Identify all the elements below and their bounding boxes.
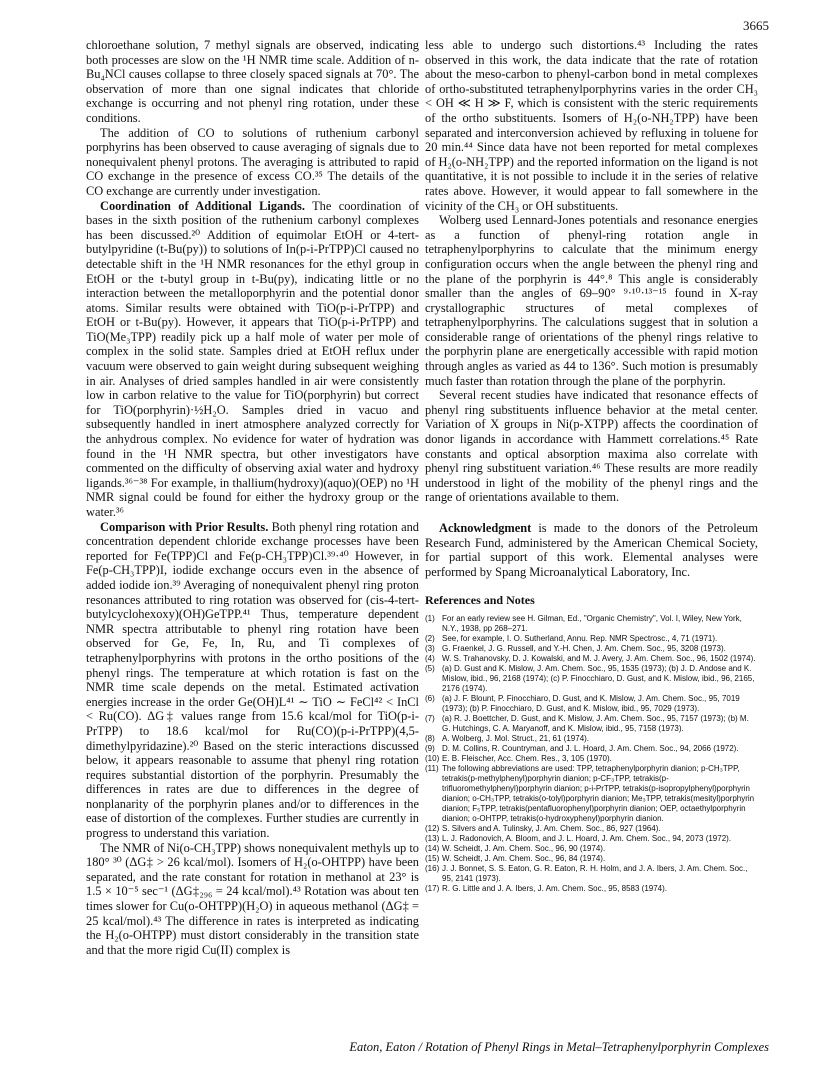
reference-number: (6) xyxy=(425,693,435,703)
paragraph-text: The NMR of Ni(o-CH₃TPP) shows nonequivalent methyls up to 180° ³⁰ (ΔG‡ > 26 kcal/mol). Isomers of H₂(o-OHTPP) have been separated, and the rate constant for rotation in methanol at 23° is 1.5 × 10⁻⁵ sec⁻¹ (ΔG‡₂₉₆ = 24 kcal/mol).⁴³ Rotation was about ten times slower for Cu(o-OHTPP)(H₂O) in aqueous methanol (ΔG‡ = 25 kcal/mol).⁴³ The difference in rates is interpreted as indicating the H₂(o-OHTPP) must distort considerably in the transition state and that the more rigid Cu(II) complex is xyxy=(86,840,419,957)
reference-number: (1) xyxy=(425,613,435,623)
reference-number: (14) xyxy=(425,843,440,853)
paragraph xyxy=(425,38,758,213)
reference-item xyxy=(425,844,758,854)
paragraph-text: Wolberg used Lennard-Jones potentials and resonance energies as a function of phenyl-ring rotation angle in tetraphenylporphyrins to calculate that the minimum energy configuration occurs when the angle between the phenyl ring and the plane of the porphyrin is 44°.⁸ This angle is considerably smaller than the angles of 69–90° ⁹·¹⁰·¹³⁻¹⁵ found in X-ray crystallographic structures of metal complexes of tetraphenylporphyrins. The calculations suggest that in solution a considerable range of orientations of the phenyl rings relative to the porphyrin plane are energetically accessible with rapid motion through angles as varied as 44 to 136°. Such motion is presumably much faster than rotation through the plane of the porphyrin. xyxy=(425,213,758,388)
left-column xyxy=(86,38,419,957)
paragraph xyxy=(86,126,419,199)
reference-number: (15) xyxy=(425,853,440,863)
reference-number: (2) xyxy=(425,633,435,643)
paragraph-text: The addition of CO to solutions of ruthenium carbonyl porphyrins has been observed to cause averaging of signals due to nonequivalent phenyl protons. The averaging is attributed to rapid CO exchange in the presence of excess CO.³⁵ The details of the CO exchange are currently under investigation. xyxy=(86,125,419,198)
acknowledgment-heading: Acknowledgment xyxy=(439,521,532,535)
reference-number: (8) xyxy=(425,733,435,743)
reference-text: W. S. Trahanovsky, D. J. Kowalski, and M. J. Avery, J. Am. Chem. Soc., 96, 1502 (1974). xyxy=(442,653,756,663)
reference-text: S. Silvers and A. Tulinsky, J. Am. Chem. Soc., 86, 927 (1964). xyxy=(442,823,661,833)
reference-number: (13) xyxy=(425,833,440,843)
reference-text: D. M. Collins, R. Countryman, and J. L. Hoard, J. Am. Chem. Soc., 94, 2066 (1972). xyxy=(442,743,739,753)
reference-item xyxy=(425,644,758,654)
paragraph-text: Both phenyl ring rotation and concentration dependent chloride exchange processes have been reported for Fe(TPP)Cl and Fe(p-CH₃TPP)Cl.³⁹·⁴⁰ However, in Fe(p-CH₃TPP)I, iodide exchange occurs even in the absence of added iodide ion.³⁹ Averaging of nonequivalent phenyl ring proton resonances attributed to ring rotation was observed for (cis-4-tert-butylcyclohexoxy)(OH)GeTPP.⁴¹ Thus, temperature dependent NMR spectra attributable to phenyl ring rotation have been observed for Ge, Fe, In, Ru, and Ti complexes of tetraphenylporphyrins with protons in the ortho positions of the phenyl rings. The temperature at which rotation is fast on the NMR time scale depends on the metal. Estimated activation energies increase in the order Ge(OH)L⁴¹ ∼ TiO ∼ FeCl⁴² < InCl < Ru(CO). ΔG‡ values range from 15.6 kcal/mol for TiO(p-i-PrTPP) to 18.6 kcal/mol for Ru(CO)(p-i-PrTPP)(4,5-dimethylpyridazine).²⁰ Based on the steric interactions discussed below, it appears reasonable to assume that phenyl ring rotation requires substantial distortion of the porphyrin. Presumably the differences in rates are due to differences in the degree of nonplanarity of the porphyrin planes and/or to differences in the ease of distortion of the complexes. Further studies are currently in progress to understand this variation. xyxy=(86,519,419,841)
reference-item xyxy=(425,744,758,754)
reference-text: W. Scheidt, J. Am. Chem. Soc., 96, 90 (1974). xyxy=(442,843,606,853)
reference-text: A. Wolberg, J. Mol. Struct., 21, 61 (1974). xyxy=(442,733,590,743)
reference-item xyxy=(425,664,758,694)
reference-text: G. Fraenkel, J. G. Russell, and Y.-H. Chen, J. Am. Chem. Soc., 95, 3208 (1973). xyxy=(442,643,726,653)
reference-number: (4) xyxy=(425,653,435,663)
reference-item xyxy=(425,854,758,864)
section-heading: Comparison with Prior Results. xyxy=(100,519,269,534)
reference-number: (17) xyxy=(425,883,440,893)
reference-item xyxy=(425,614,758,634)
acknowledgment xyxy=(425,521,758,579)
reference-text: J. J. Bonnet, S. S. Eaton, G. R. Eaton, R. H. Holm, and J. A. Ibers, J. Am. Chem. Soc., 95, 2141 (1973). xyxy=(442,863,748,883)
running-footer: Eaton, Eaton / Rotation of Phenyl Rings in Metal–Tetraphenylporphyrin Complexes xyxy=(349,1040,769,1054)
reference-text: The following abbreviations are used: TPP, tetraphenylporphyrin dianion; p-CH₃TPP, tetrakis(p-methylphenyl)porphyrin dianion; p-CF₃TPP, tetrakis(p-trifluoromethylphenyl)porphyrin dianion; p-i-PrTPP, tetrakis(p-isopropylphenyl)porphyrin dianion; o-CH₃TPP, tetrakis(o-tolyl)porphyrin dianion; Me₃TPP, tetrakis(mesityl)porphyrin dianion; F₅TPP, tetrakis(pentafluorophenyl)porphyrin dianion; OEP, octaethylporphyrin dianion; o-OHTPP, tetrakis(o-hydroxyphenyl)porphyrin dianion. xyxy=(442,763,755,823)
reference-item xyxy=(425,824,758,834)
reference-text: For an early review see H. Gilman, Ed., "Organic Chemistry", Vol. I, Wiley, New York, N.Y., 1938, pp 268–271. xyxy=(442,613,742,633)
paragraph xyxy=(425,388,758,505)
reference-item xyxy=(425,634,758,644)
reference-text: (a) J. F. Blount, P. Finocchiaro, D. Gust, and K. Mislow, J. Am. Chem. Soc., 95, 7019 (1973); (b) P. Finocchiaro, D. Gust, and K. Mislow, ibid., 95, 7029 (1973). xyxy=(442,693,740,713)
reference-item xyxy=(425,694,758,714)
reference-number: (10) xyxy=(425,753,440,763)
reference-number: (9) xyxy=(425,743,435,753)
paragraph-text: Several recent studies have indicated that resonance effects of phenyl ring substituents influence behavior at the metal center. Variation of X groups in Ni(p-XTPP) affects the coordination of donor ligands in accordance with Hammett correlations.⁴⁵ Rate constants and optical absorption maxima also correlate with phenyl ring substituent variation.⁴⁶ These results are more readily understood in light of the mobility of the phenyl rings and the range of orientations available to them. xyxy=(425,388,758,505)
reference-item xyxy=(425,834,758,844)
references-list xyxy=(425,614,758,894)
paragraph-text: less able to undergo such distortions.⁴³ Including the rates observed in this work, the data indicate that the rate of rotation about the meso-carbon to phenyl-carbon bond in metal complexes of ortho-substituted tetraphenylporphyrins varies in the order CH₃ < OH ≪ H ≫ F, which is consistent with the steric requirements of the ortho substituents. Isomers of H₂(o-NH₂TPP) have been separated and interconversion achieved by refluxing in toluene for 20 min.⁴⁴ Since data have not been reported for metal complexes of H₂(o-NH₂TPP) and the reported information on the ligand is not quantitative, it is not possible to include it in the series of relative rates above. However, it would appear to fall somewhere in the vicinity of the CH₃ or OH substituents. xyxy=(425,38,758,213)
reference-text: (a) R. J. Boettcher, D. Gust, and K. Mislow, J. Am. Chem. Soc., 95, 7157 (1973); (b) M. G. Hutchings, C. A. Maryanoff, and K. Mislow, ibid., 95, 7158 (1973). xyxy=(442,713,749,733)
reference-text: (a) D. Gust and K. Mislow, J. Am. Chem. Soc., 95, 1535 (1973); (b) J. D. Andose and K. Mislow, ibid., 96, 2168 (1974); (c) P. Finocchiaro, D. Gust, and K. Mislow, ibid., 96, 2165, 2176 (1974). xyxy=(442,663,755,693)
reference-text: W. Scheidt, J. Am. Chem. Soc., 96, 84 (1974). xyxy=(442,853,606,863)
paragraph xyxy=(86,841,419,958)
reference-number: (16) xyxy=(425,863,440,873)
reference-number: (11) xyxy=(425,763,439,773)
references-title: References and Notes xyxy=(425,593,535,608)
reference-number: (5) xyxy=(425,663,435,673)
right-column xyxy=(425,38,758,894)
paragraph xyxy=(86,38,419,126)
reference-text: R. G. Little and J. A. Ibers, J. Am. Chem. Soc., 95, 8583 (1974). xyxy=(442,883,667,893)
reference-item xyxy=(425,884,758,894)
reference-number: (12) xyxy=(425,823,440,833)
paragraph-text: chloroethane solution, 7 methyl signals are observed, indicating both processes are slow on the ¹H NMR time scale. Addition of n-Bu₄NCl causes collapse to three closely spaced signals at 70°. The observation of more than one signal indicates that chloride exchange is occurring and not phenyl ring rotation, under these conditions. xyxy=(86,38,419,125)
paragraph-text: The coordination of bases in the sixth position of the ruthenium carbonyl complexes has been discussed.²⁰ Addition of equimolar EtOH or 4-tert-butylpyridine (t-Bu(py)) to solutions of In(p-i-PrTPP)Cl caused no detectable shift in the ¹H NMR resonances for the ethyl group in EtOH or the t-butyl group in t-Bu(py), indicating little or no interaction between the metalloporphyrin and the potential donor atoms. Similar results were obtained with TiO(p-i-PrTPP) and EtOH or t-Bu(py). However, it appears that TiO(p-i-PrTPP) and TiO(Me₃TPP) readily pick up a half mole of water per mole of complex in the solid state. Samples dried at EtOH reflux under vacuum were observed to gain weight during subsequent weighing in air. Analyses of dried samples handled in air were consistently low in carbon relative to the value for TiO(porphyrin) but correct for TiO(porphyrin)·½H₂O. Samples dried in vacuo and subsequently handled in inert atmosphere analyzed correctly for the anhydrous complex. No evidence for water of hydration was found in the ¹H NMR spectra, but other investigators have commented on the difficulty of observing axial water and hydroxy ligands.³⁶⁻³⁸ For example, in thallium(hydroxy)(aquo)(OEP) no ¹H NMR signal could be found for either the hydroxy group or the water.³⁶ xyxy=(86,198,420,519)
reference-item xyxy=(425,714,758,734)
reference-item xyxy=(425,654,758,664)
acknowledgment-text: is made to the donors of the Petroleum Research Fund, administered by the American Chemical Society, for partial support of this work. Elemental analyses were performed by Spang Microanalytical Laboratory, Inc. xyxy=(425,521,758,579)
reference-item xyxy=(425,734,758,744)
reference-number: (3) xyxy=(425,643,435,653)
reference-item xyxy=(425,764,758,824)
reference-number: (7) xyxy=(425,713,435,723)
reference-text: L. J. Radonovich, A. Bloom, and J. L. Hoard, J. Am. Chem. Soc., 94, 2073 (1972). xyxy=(442,833,732,843)
paragraph xyxy=(425,213,758,388)
reference-item xyxy=(425,754,758,764)
reference-item xyxy=(425,864,758,884)
section-heading: Coordination of Additional Ligands. xyxy=(100,198,305,213)
paragraph xyxy=(86,520,419,841)
reference-text: E. B. Fleischer, Acc. Chem. Res., 3, 105 (1970). xyxy=(442,753,612,763)
paragraph xyxy=(86,199,419,520)
reference-text: See, for example, I. O. Sutherland, Annu. Rep. NMR Spectrosc., 4, 71 (1971). xyxy=(442,633,718,643)
page-number: 3665 xyxy=(743,18,769,33)
